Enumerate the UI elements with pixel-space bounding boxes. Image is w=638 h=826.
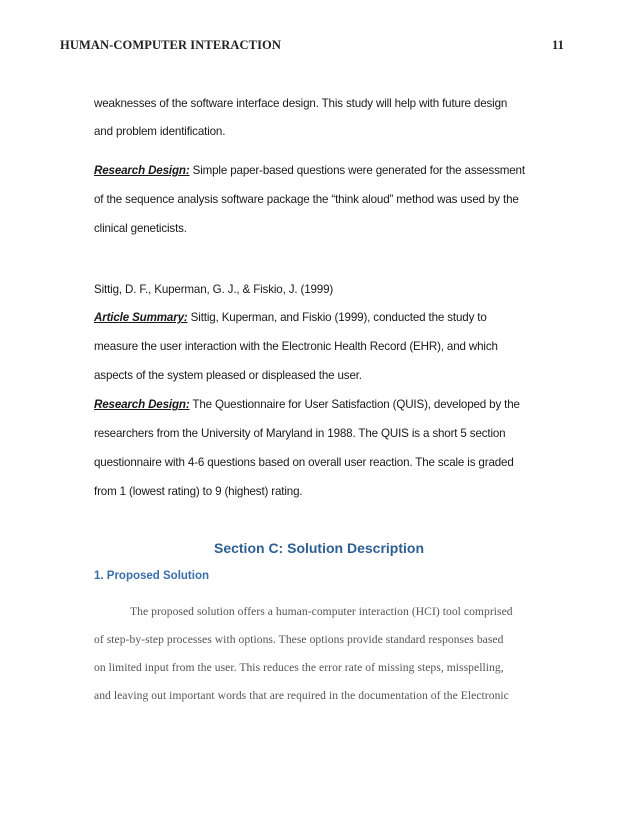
body-line: and problem identification. <box>94 125 226 138</box>
article-summary-line <box>94 311 487 324</box>
research-design-label: Research Design: <box>94 164 190 177</box>
article-summary-label: Article Summary: <box>94 311 188 324</box>
body-line: weaknesses of the software interface design. This study will help with future design <box>94 97 508 110</box>
body-line: clinical geneticists. <box>94 222 187 235</box>
body-line: researchers from the University of Maryland in 1988. The QUIS is a short 5 section <box>94 427 506 440</box>
body-line: of the sequence analysis software package the “think aloud” method was used by the <box>94 193 519 206</box>
research-design-line <box>94 164 525 177</box>
body-line: on limited input from the user. This reduces the error rate of missing steps, misspelling, <box>94 661 504 674</box>
research-design-line <box>94 398 520 411</box>
body-line: measure the user interaction with the Electronic Health Record (EHR), and which <box>94 340 498 353</box>
research-design-label: Research Design: <box>94 398 190 411</box>
body-text: Simple paper-based questions were generated for the assessment <box>189 164 525 177</box>
body-line: and leaving out important words that are required in the documentation of the Electronic <box>94 689 509 702</box>
citation: Sittig, D. F., Kuperman, G. J., & Fiskio, J. (1999) <box>94 283 334 296</box>
body-text: Sittig, Kuperman, and Fiskio (1999), conducted the study to <box>187 311 487 324</box>
body-line: aspects of the system pleased or displeased the user. <box>94 369 362 382</box>
body-text: The Questionnaire for User Satisfaction (QUIS), developed by the <box>189 398 520 411</box>
body-line: of step-by-step processes with options. These options provide standard responses based <box>94 633 504 646</box>
body-line: questionnaire with 4-6 questions based on overall user reaction. The scale is graded <box>94 456 514 469</box>
subsection-heading: 1. Proposed Solution <box>94 570 210 582</box>
body-line: from 1 (lowest rating) to 9 (highest) rating. <box>94 485 303 498</box>
section-heading: Section C: Solution Description <box>213 540 424 556</box>
page-number: 11 <box>551 38 564 52</box>
body-line: The proposed solution offers a human-computer interaction (HCI) tool comprised <box>130 605 513 618</box>
running-title: HUMAN-COMPUTER INTERACTION <box>60 38 282 52</box>
